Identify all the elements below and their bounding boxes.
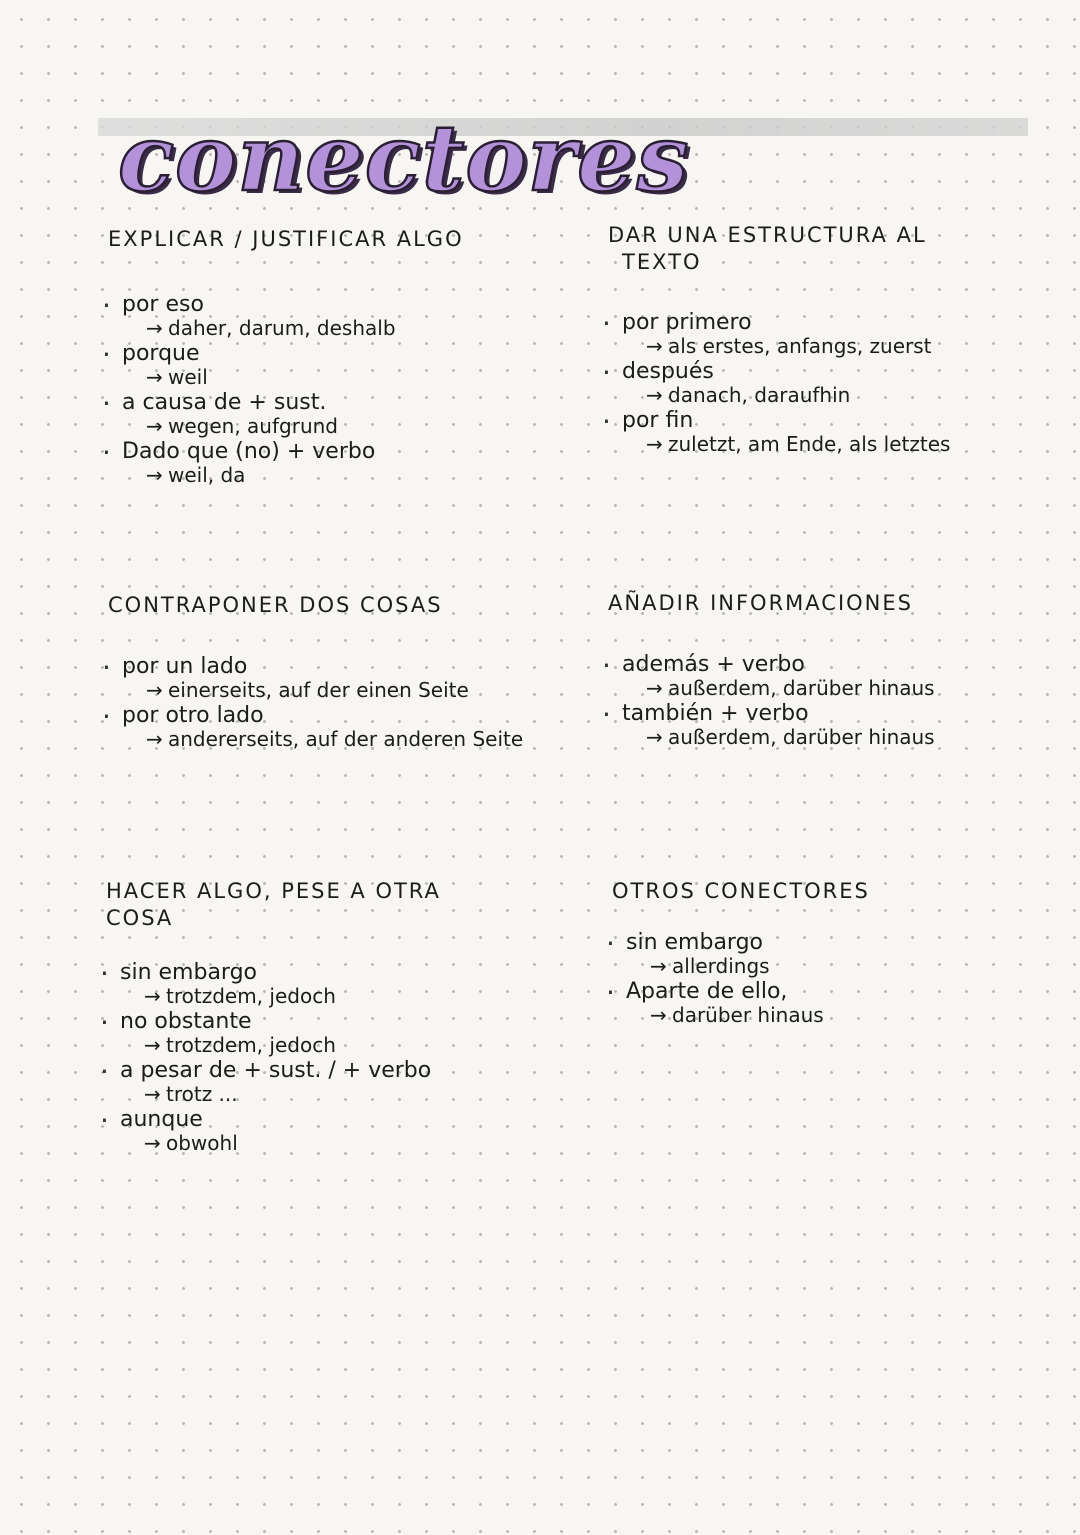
section-estructura (608, 222, 1078, 458)
entry-list (108, 293, 578, 487)
list-item (608, 360, 1078, 407)
arrow-icon: → (144, 983, 161, 1008)
list-item (106, 1108, 576, 1155)
connector-term: · por eso (122, 292, 204, 318)
connector-term: · no obstante (120, 1008, 252, 1034)
arrow-icon: → (144, 1081, 161, 1106)
page-title: conectores (118, 103, 690, 212)
section-heading: CONTRAPONER DOS COSAS (108, 593, 443, 617)
connector-term: · después (622, 358, 714, 384)
connector-term: · Dado que (no) + verbo (122, 439, 376, 465)
list-item (108, 342, 578, 389)
connector-term: · sin embargo (120, 959, 258, 985)
translation: → außerdem, darüber hinaus (646, 725, 935, 750)
list-item (108, 655, 578, 702)
list-item (106, 1010, 576, 1057)
list-item (608, 409, 1078, 456)
connector-term: · también + verbo (622, 701, 809, 727)
section-heading: OTROS CONECTORES (612, 879, 870, 903)
translation: → trotz ... (144, 1081, 238, 1106)
arrow-icon: → (646, 431, 663, 456)
entry-list (106, 961, 576, 1155)
translation: → außerdem, darüber hinaus (646, 676, 935, 701)
translation: → als erstes, anfangs, zuerst (646, 333, 932, 358)
arrow-icon: → (646, 333, 663, 358)
list-item (106, 1059, 576, 1106)
entry-list (108, 655, 578, 751)
section-anadir (608, 590, 1078, 751)
translation: → allerdings (650, 954, 770, 979)
arrow-icon: → (144, 1032, 161, 1057)
arrow-icon: → (144, 1130, 161, 1155)
connector-term: · por primero (622, 309, 752, 335)
arrow-icon: → (646, 725, 663, 750)
list-item (108, 293, 578, 340)
translation: → weil (146, 365, 208, 390)
list-item (612, 980, 1080, 1027)
section-heading: EXPLICAR / JUSTIFICAR ALGO (108, 227, 464, 251)
connector-term: · por un lado (122, 654, 248, 680)
translation: → einerseits, auf der einen Seite (146, 678, 469, 703)
translation: → daher, darum, deshalb (146, 316, 396, 341)
arrow-icon: → (146, 365, 163, 390)
translation: → trotzdem, jedoch (144, 1032, 336, 1057)
section-contraponer (108, 592, 578, 753)
section-otros (612, 878, 1080, 1029)
connector-term: · por otro lado (122, 703, 264, 729)
section-heading: DAR UNA ESTRUCTURA AL TEXTO (608, 223, 927, 275)
connector-term: · por fin (622, 407, 694, 433)
list-item (608, 702, 1078, 749)
connector-term: · a causa de + sust. (122, 390, 327, 416)
list-item (108, 440, 578, 487)
translation: → obwohl (144, 1130, 238, 1155)
section-heading: HACER ALGO, PESE A OTRA COSA (106, 879, 441, 931)
translation: → darüber hinaus (650, 1003, 824, 1028)
connector-term: · aunque (120, 1106, 203, 1132)
arrow-icon: → (146, 678, 163, 703)
connector-term: · además + verbo (622, 652, 805, 678)
arrow-icon: → (646, 676, 663, 701)
translation: → weil, da (146, 463, 246, 488)
list-item (106, 961, 576, 1008)
arrow-icon: → (646, 382, 663, 407)
list-item (612, 931, 1080, 978)
list-item (608, 311, 1078, 358)
connector-term: · sin embargo (626, 930, 764, 956)
entry-list (608, 311, 1078, 456)
section-explicar (108, 226, 578, 489)
connector-term: · a pesar de + sust. / + verbo (120, 1057, 432, 1083)
arrow-icon: → (146, 414, 163, 439)
arrow-icon: → (146, 727, 163, 752)
translation: → zuletzt, am Ende, als letztes (646, 431, 951, 456)
section-heading: AÑADIR INFORMACIONES (608, 591, 913, 615)
arrow-icon: → (650, 1003, 667, 1028)
entry-list (608, 653, 1078, 749)
translation: → andererseits, auf der anderen Seite (146, 727, 524, 752)
translation: → trotzdem, jedoch (144, 983, 336, 1008)
list-item (608, 653, 1078, 700)
arrow-icon: → (146, 463, 163, 488)
connector-term: · porque (122, 341, 200, 367)
entry-list (612, 931, 1080, 1027)
list-item (108, 704, 578, 751)
arrow-icon: → (650, 954, 667, 979)
translation: → wegen, aufgrund (146, 414, 338, 439)
section-hacer-algo (106, 878, 576, 1157)
arrow-icon: → (146, 316, 163, 341)
list-item (108, 391, 578, 438)
translation: → danach, daraufhin (646, 382, 851, 407)
connector-term: · Aparte de ello, (626, 979, 788, 1005)
